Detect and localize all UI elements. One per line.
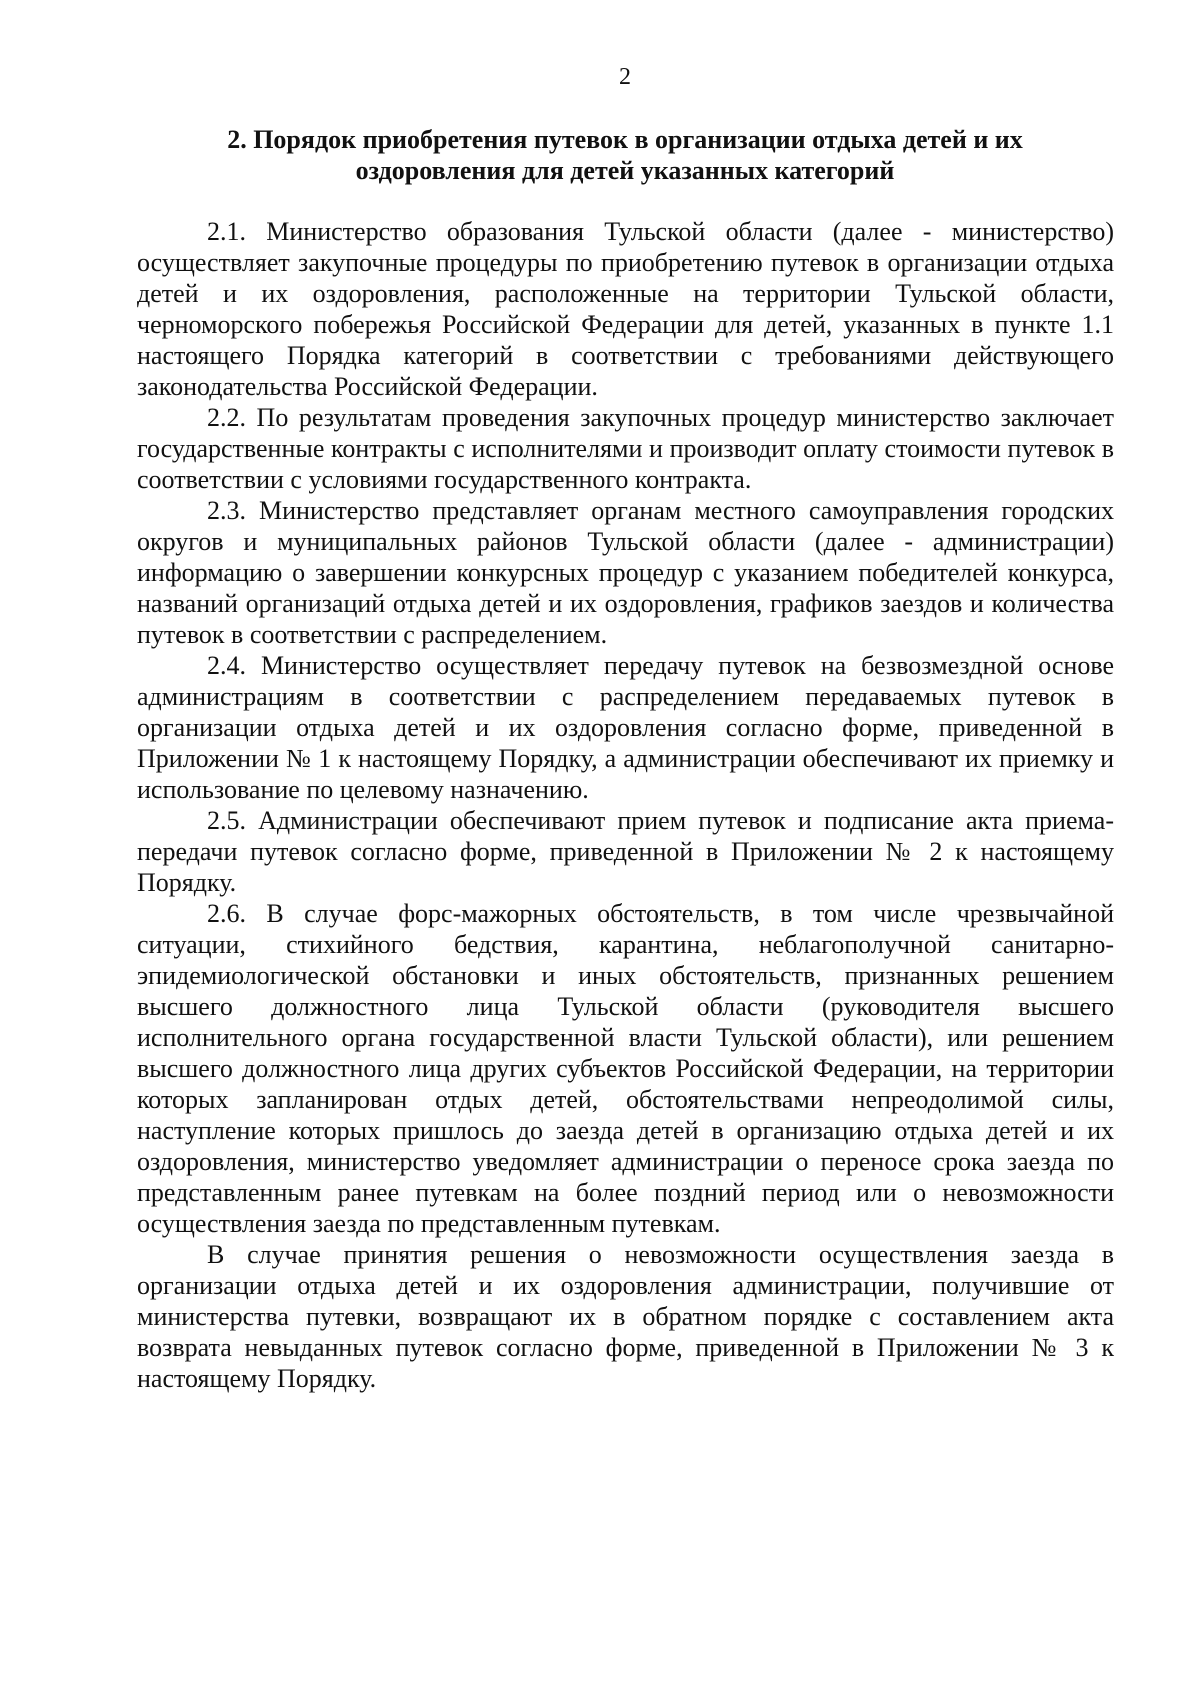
paragraph-2-3: 2.3. Министерство представляет органам местного самоуправления городских округов и муниципальных районов Тульской области (далее - администрации) информацию о завершении конкурсных процедур с указанием победителей конкурса, названий организаций отдыха детей и их оздоровления, графиков заездов и количества путевок в соответствии с распределением. — [137, 496, 1114, 649]
section-title — [140, 124, 1110, 186]
paragraph-2-2: 2.2. По результатам проведения закупочных процедур министерство заключает государственные контракты с исполнителями и производит оплату стоимости путевок в соответствии с условиями государственного контракта. — [137, 403, 1114, 494]
paragraph-2-5: 2.5. Администрации обеспечивают прием путевок и подписание акта приема-передачи путевок согласно форме, приведенной в Приложении № 2 к настоящему Порядку. — [137, 806, 1114, 897]
paragraph-2-6-continuation: В случае принятия решения о невозможности осуществления заезда в организации отдыха детей и их оздоровления администрации, получившие от министерства путевки, возвращают их в обратном порядке с составлением акта возврата невыданных путевок согласно форме, приведенной в Приложении № 3 к настоящему Порядку. — [137, 1240, 1114, 1393]
paragraph-2-6: 2.6. В случае форс-мажорных обстоятельств, в том числе чрезвычайной ситуации, стихийного бедствия, карантина, неблагополучной санитарно-эпидемиологической обстановки и иных обстоятельств, признанных решением высшего должностного лица Тульской области (руководителя высшего исполнительного органа государственной власти Тульской области), или решением высшего должностного лица других субъектов Российской Федерации, на территории которых запланирован отдых детей, обстоятельствами непреодолимой силы, наступление которых пришлось до заезда детей в организацию отдыха детей и их оздоровления, министерство уведомляет администрации о переносе срока заезда по представленным ранее путевкам на более поздний период или о невозможности осуществления заезда по представленным путевкам. — [137, 899, 1114, 1238]
paragraph-2-4: 2.4. Министерство осуществляет передачу путевок на безвозмездной основе администрациям в соответствии с распределением передаваемых путевок в организации отдыха детей и их оздоровления согласно форме, приведенной в Приложении № 1 к настоящему Порядку, а администрации обеспечивают их приемку и использование по целевому назначению. — [137, 651, 1114, 804]
paragraph-2-1: 2.1. Министерство образования Тульской области (далее - министерство) осуществляет закупочные процедуры по приобретению путевок в организации отдыха детей и их оздоровления, расположенные на территории Тульской области, черноморского побережья Российской Федерации для детей, указанных в пункте 1.1 настоящего Порядка категорий в соответствии с требованиями действующего законодательства Российской Федерации. — [137, 217, 1114, 401]
section-title-line-1: 2. Порядок приобретения путевок в организации отдыха детей и их — [227, 125, 1023, 154]
document-body — [137, 216, 1114, 1394]
page-number: 2 — [619, 64, 631, 90]
section-title-line-2: оздоровления для детей указанных категорий — [355, 156, 895, 185]
